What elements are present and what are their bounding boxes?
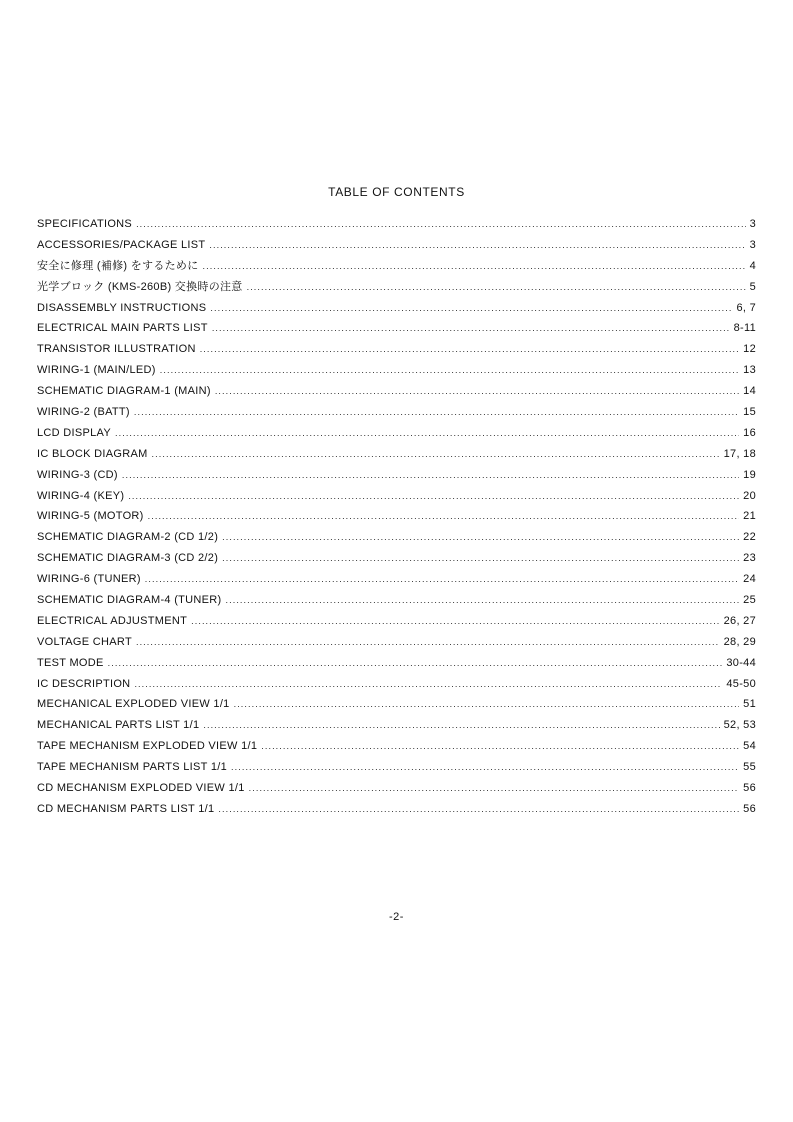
toc-entry[interactable] xyxy=(37,405,756,426)
toc-entry[interactable] xyxy=(37,426,756,447)
toc-entry-page: 8-11 xyxy=(733,322,756,335)
toc-entry-label: 安全に修理 (補修) をするために xyxy=(37,259,199,272)
toc-entry[interactable] xyxy=(37,363,756,384)
table-of-contents xyxy=(37,217,756,823)
toc-entry-label: SPECIFICATIONS xyxy=(37,218,133,230)
toc-entry[interactable] xyxy=(37,551,756,572)
toc-entry-page: 25 xyxy=(743,594,756,607)
dot-leader xyxy=(200,342,739,357)
dot-leader xyxy=(108,656,723,671)
page-number: -2- xyxy=(389,911,404,923)
toc-entry-label: WIRING-4 (KEY) xyxy=(37,489,125,502)
toc-entry-label: SCHEMATIC DIAGRAM-4 (TUNER) xyxy=(37,594,222,607)
toc-entry-label: CD MECHANISM PARTS LIST 1/1 xyxy=(37,802,215,815)
toc-entry[interactable] xyxy=(37,238,756,259)
dot-leader xyxy=(136,217,746,232)
toc-entry-page: 4 xyxy=(749,259,756,272)
toc-entry[interactable] xyxy=(37,280,756,301)
toc-entry-page: 26, 27 xyxy=(723,614,756,627)
toc-entry[interactable] xyxy=(37,342,756,363)
dot-leader xyxy=(145,572,739,587)
dot-leader xyxy=(231,760,739,775)
toc-entry-page: 19 xyxy=(743,468,756,481)
toc-entry[interactable] xyxy=(37,509,756,530)
dot-leader xyxy=(136,635,720,650)
toc-entry-label: IC BLOCK DIAGRAM xyxy=(37,447,148,460)
toc-entry-label: CD MECHANISM EXPLODED VIEW 1/1 xyxy=(37,782,245,795)
toc-entry-page: 21 xyxy=(743,510,756,523)
toc-entry[interactable] xyxy=(37,447,756,468)
toc-entry[interactable] xyxy=(37,614,756,635)
dot-leader xyxy=(222,530,739,545)
toc-entry-page: 52, 53 xyxy=(723,719,756,732)
toc-entry-label: MECHANICAL EXPLODED VIEW 1/1 xyxy=(37,698,230,711)
toc-entry-label: VOLTAGE CHART xyxy=(37,635,132,648)
toc-entry-label: ACCESSORIES/PACKAGE LIST xyxy=(37,238,206,251)
toc-entry-label: TAPE MECHANISM EXPLODED VIEW 1/1 xyxy=(37,740,258,753)
toc-entry[interactable] xyxy=(37,677,756,698)
toc-entry[interactable] xyxy=(37,489,756,510)
toc-entry-label: SCHEMATIC DIAGRAM-1 (MAIN) xyxy=(37,385,211,398)
toc-entry-page: 3 xyxy=(749,238,756,251)
dot-leader xyxy=(226,593,740,608)
dot-leader xyxy=(122,468,739,483)
toc-entry-page: 23 xyxy=(743,552,756,565)
dot-leader xyxy=(261,739,739,754)
toc-entry-page: 12 xyxy=(743,343,756,356)
toc-entry-page: 16 xyxy=(743,426,756,439)
toc-entry-page: 3 xyxy=(749,218,756,230)
toc-entry-label: SCHEMATIC DIAGRAM-2 (CD 1/2) xyxy=(37,531,219,544)
dot-leader xyxy=(134,677,722,692)
dot-leader xyxy=(234,697,740,712)
toc-entry-label: WIRING-5 (MOTOR) xyxy=(37,510,144,523)
toc-entry[interactable] xyxy=(37,635,756,656)
toc-entry-label: MECHANICAL PARTS LIST 1/1 xyxy=(37,719,200,732)
toc-entry-page: 51 xyxy=(743,698,756,711)
dot-leader xyxy=(115,426,739,441)
dot-leader xyxy=(160,363,739,378)
toc-entry-page: 24 xyxy=(743,573,756,586)
dot-leader xyxy=(203,718,719,733)
toc-entry[interactable] xyxy=(37,760,756,781)
toc-entry-page: 45-50 xyxy=(726,677,756,690)
toc-entry-label: WIRING-1 (MAIN/LED) xyxy=(37,364,156,377)
toc-entry[interactable] xyxy=(37,301,756,322)
dot-leader xyxy=(134,405,739,420)
toc-entry-label: DISASSEMBLY INSTRUCTIONS xyxy=(37,301,207,314)
toc-entry[interactable] xyxy=(37,572,756,593)
toc-entry[interactable] xyxy=(37,468,756,489)
toc-entry-label: ELECTRICAL ADJUSTMENT xyxy=(37,614,188,627)
toc-entry[interactable] xyxy=(37,321,756,342)
toc-entry-label: TEST MODE xyxy=(37,656,104,669)
dot-leader xyxy=(128,489,739,504)
toc-entry[interactable] xyxy=(37,217,756,238)
toc-entry-label: IC DESCRIPTION xyxy=(37,677,131,690)
dot-leader xyxy=(210,301,732,316)
dot-leader xyxy=(218,802,739,817)
toc-entry-page: 15 xyxy=(743,406,756,419)
dot-leader xyxy=(212,321,730,336)
toc-entry[interactable] xyxy=(37,593,756,614)
toc-entry-page: 54 xyxy=(743,740,756,753)
toc-entry-label: ELECTRICAL MAIN PARTS LIST xyxy=(37,322,208,335)
toc-entry-label: TAPE MECHANISM PARTS LIST 1/1 xyxy=(37,761,228,774)
dot-leader xyxy=(249,781,740,796)
toc-entry-label: LCD DISPLAY xyxy=(37,426,112,439)
toc-entry-label: WIRING-2 (BATT) xyxy=(37,406,130,419)
toc-entry[interactable] xyxy=(37,259,756,280)
dot-leader xyxy=(191,614,719,629)
toc-entry[interactable] xyxy=(37,739,756,760)
toc-entry[interactable] xyxy=(37,384,756,405)
dot-leader xyxy=(215,384,739,399)
toc-entry-page: 5 xyxy=(749,280,756,293)
toc-entry[interactable] xyxy=(37,697,756,718)
dot-leader xyxy=(209,238,745,253)
dot-leader xyxy=(152,447,720,462)
toc-entry-page: 55 xyxy=(743,761,756,774)
toc-entry-label: 光学ブロック (KMS-260B) 交換時の注意 xyxy=(37,280,243,293)
page-title: TABLE OF CONTENTS xyxy=(328,185,465,199)
toc-entry-label: WIRING-6 (TUNER) xyxy=(37,573,141,586)
toc-entry[interactable] xyxy=(37,530,756,551)
toc-entry-page: 30-44 xyxy=(726,656,756,669)
toc-entry-page: 6, 7 xyxy=(736,301,756,314)
toc-entry[interactable] xyxy=(37,802,756,823)
toc-entry-page: 22 xyxy=(743,531,756,544)
toc-entry-page: 28, 29 xyxy=(723,635,756,648)
toc-entry-label: SCHEMATIC DIAGRAM-3 (CD 2/2) xyxy=(37,552,219,565)
toc-entry-label: WIRING-3 (CD) xyxy=(37,468,118,481)
toc-entry[interactable] xyxy=(37,781,756,802)
toc-entry-page: 14 xyxy=(743,385,756,398)
dot-leader xyxy=(203,259,746,274)
toc-entry-page: 56 xyxy=(743,782,756,795)
toc-entry-page: 20 xyxy=(743,489,756,502)
dot-leader xyxy=(222,551,739,566)
toc-entry[interactable] xyxy=(37,656,756,677)
toc-entry-page: 56 xyxy=(743,802,756,815)
toc-entry-page: 13 xyxy=(743,364,756,377)
toc-entry[interactable] xyxy=(37,718,756,739)
dot-leader xyxy=(247,280,746,295)
toc-entry-label: TRANSISTOR ILLUSTRATION xyxy=(37,343,196,356)
toc-entry-page: 17, 18 xyxy=(723,447,756,460)
dot-leader xyxy=(148,509,740,524)
